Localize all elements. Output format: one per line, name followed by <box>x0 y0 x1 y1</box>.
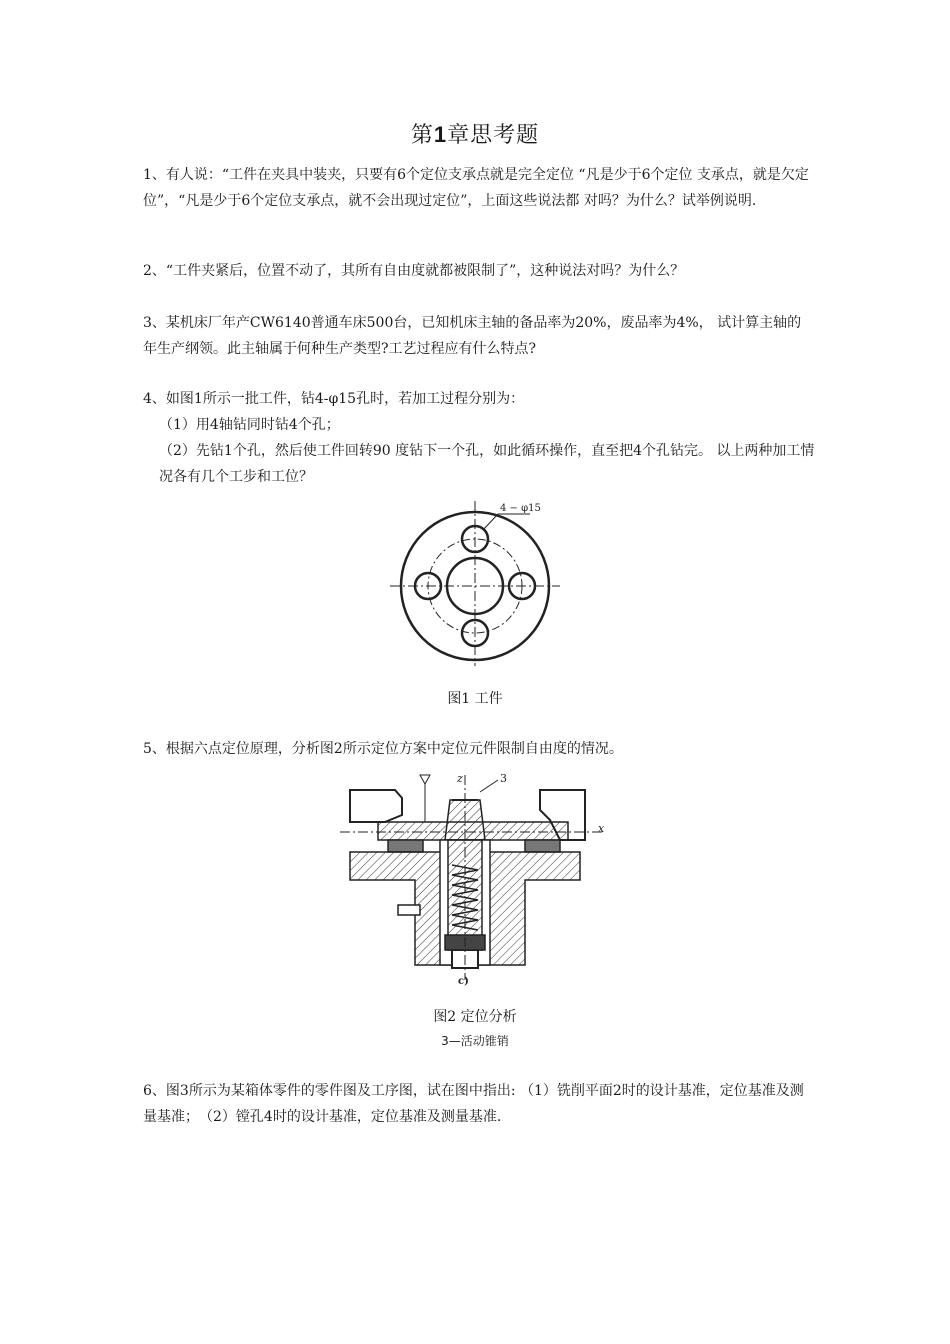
question-4-item-2: （2）先钻1个孔，然后使工件回转90 度钻下一个孔，如此循环操作，直至把4个孔钻完。 以上两种加工情况各有几个工步和工位？ <box>159 443 815 485</box>
figure-2-z-axis-label: z <box>457 772 463 785</box>
figure-1-workpiece-drawing <box>380 496 570 666</box>
figure-2-legend: 3—活动锥销 <box>441 1034 509 1048</box>
question-1: 1、有人说：“工件在夹具中装夹，只要有6个定位支承点就是完全定位 “凡是少于6个定位 支承点，就是欠定位”，“凡是少于6个定位支承点，就不会出现过定位”，上面这些说法都 对吗？为什么？试举例说明. <box>143 167 809 209</box>
figure-2-sublabel: c) <box>458 976 469 987</box>
page-title: 第1章思考题 <box>410 122 540 148</box>
figure-2-x-axis-label: x <box>598 822 605 835</box>
question-6: 6、图3所示为某箱体零件的零件图及工序图，试在图中指出: （1）铣削平面2时的设计基准，定位基准及测量基准； （2）镗孔4时的设计基准，定位基准及测量基准. <box>143 1083 804 1125</box>
figure-1-caption: 图1 工件 <box>447 691 503 707</box>
question-4-intro: 4、如图1所示一批工件，钻4-φ15孔时，若加工过程分别为： <box>143 391 525 407</box>
question-4-item-1: （1）用4轴钻同时钻4个孔； <box>159 417 340 433</box>
figure-2-part-number: 3 <box>500 772 507 785</box>
question-4 <box>143 386 815 490</box>
question-5: 5、根据六点定位原理，分析图2所示定位方案中定位元件限制自由度的情况。 <box>143 741 623 757</box>
figure-1-hole-label: 4 − φ15 <box>500 503 541 514</box>
figure-2-locating-drawing <box>340 770 610 990</box>
question-2: 2、“工件夹紧后，位置不动了，其所有自由度就都被限制了”，这种说法对吗？为什么？ <box>143 263 685 279</box>
question-3: 3、某机床厂年产CW6140普通车床500台，已知机床主轴的备品率为20%，废品率为4%， 试计算主轴的年生产纲领。此主轴属于何种生产类型?工艺过程应有什么特点? <box>143 315 802 357</box>
figure-2-caption: 图2 定位分析 <box>433 1009 517 1025</box>
